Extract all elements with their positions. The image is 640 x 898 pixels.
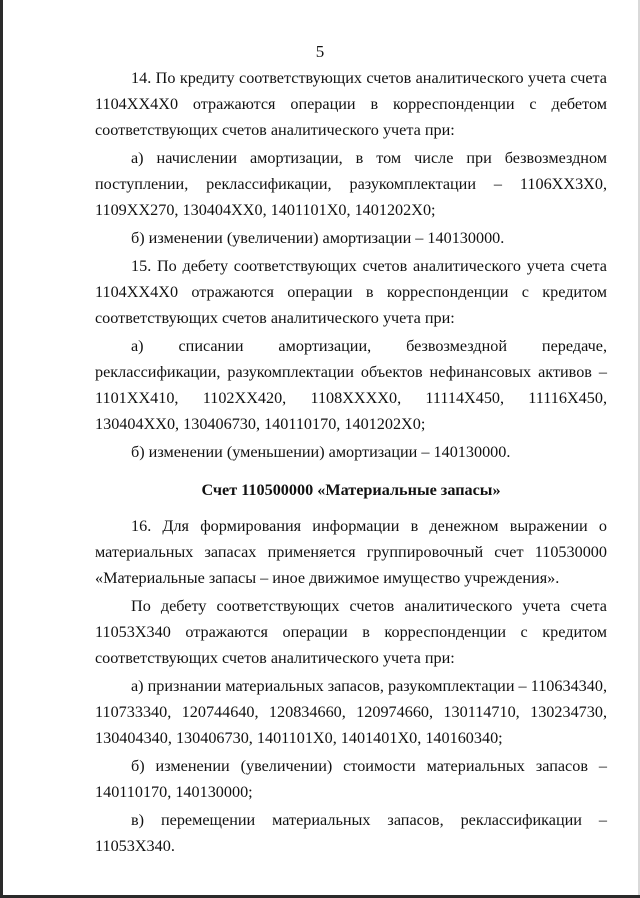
paragraph-16-a: а) признании материальных запасов, разукомплектации – 110634340, 110733340, 120744640, 120834660, 120974660, 130114710, 130234730, 130404340, 130406730, 1401101Х0, 1401401Х0, 140160340; (95, 677, 607, 747)
paragraph-16: 16. Для формирования информации в денежном выражении о материальных запасах применяется группировочный счет 110530000 «Материальные запасы – иное движимое имущество учреждения». (95, 517, 607, 587)
paragraph-16-b: б) изменении (увеличении) стоимости материальных запасов – 140110170, 140130000; (95, 757, 607, 801)
page-number: 5 (315, 42, 325, 61)
paragraph-15-b: б) изменении (уменьшении) амортизации – 140130000. (131, 443, 511, 461)
scan-edge-left (0, 0, 3, 898)
paragraph-15-a: а) списании амортизации, безвозмездной передаче, реклассификации, разукомплектации объектов нефинансовых активов – 1101ХХ410, 1102ХХ420, 1108ХХХХ0, 11114Х450, 11116Х450, 130404ХХ0, 130406730, 140110170, 1401202Х0; (95, 337, 607, 433)
paragraph-16-debit: По дебету соответствующих счетов аналитического учета счета 11053Х340 отражаются операции в корреспонденции с кредитом соответствующих счетов аналитического учета при: (95, 597, 607, 667)
document-body (95, 65, 607, 859)
paragraph-14-b: б) изменении (увеличении) амортизации – 140130000. (131, 229, 505, 247)
paragraph-14: 14. По кредиту соответствующих счетов аналитического учета счета 1104ХХ4Х0 отражаются операции в корреспонденции с дебетом соответствующих счетов аналитического учета при: (95, 69, 607, 139)
paragraph-16-c: в) перемещении материальных запасов, реклассификации – 11053Х340. (95, 811, 607, 855)
paragraph-15: 15. По дебету соответствующих счетов аналитического учета счета 1104ХХ4Х0 отражаются операции в корреспонденции с кредитом соответствующих счетов аналитического учета при: (95, 257, 607, 327)
paragraph-14-a: а) начислении амортизации, в том числе при безвозмездном поступлении, реклассификации, разукомплектации – 1106ХХ3Х0, 1109ХХ270, 130404ХХ0, 1401101Х0, 1401202Х0; (95, 149, 607, 219)
section-heading: Счет 110500000 «Материальные запасы» (201, 481, 501, 499)
